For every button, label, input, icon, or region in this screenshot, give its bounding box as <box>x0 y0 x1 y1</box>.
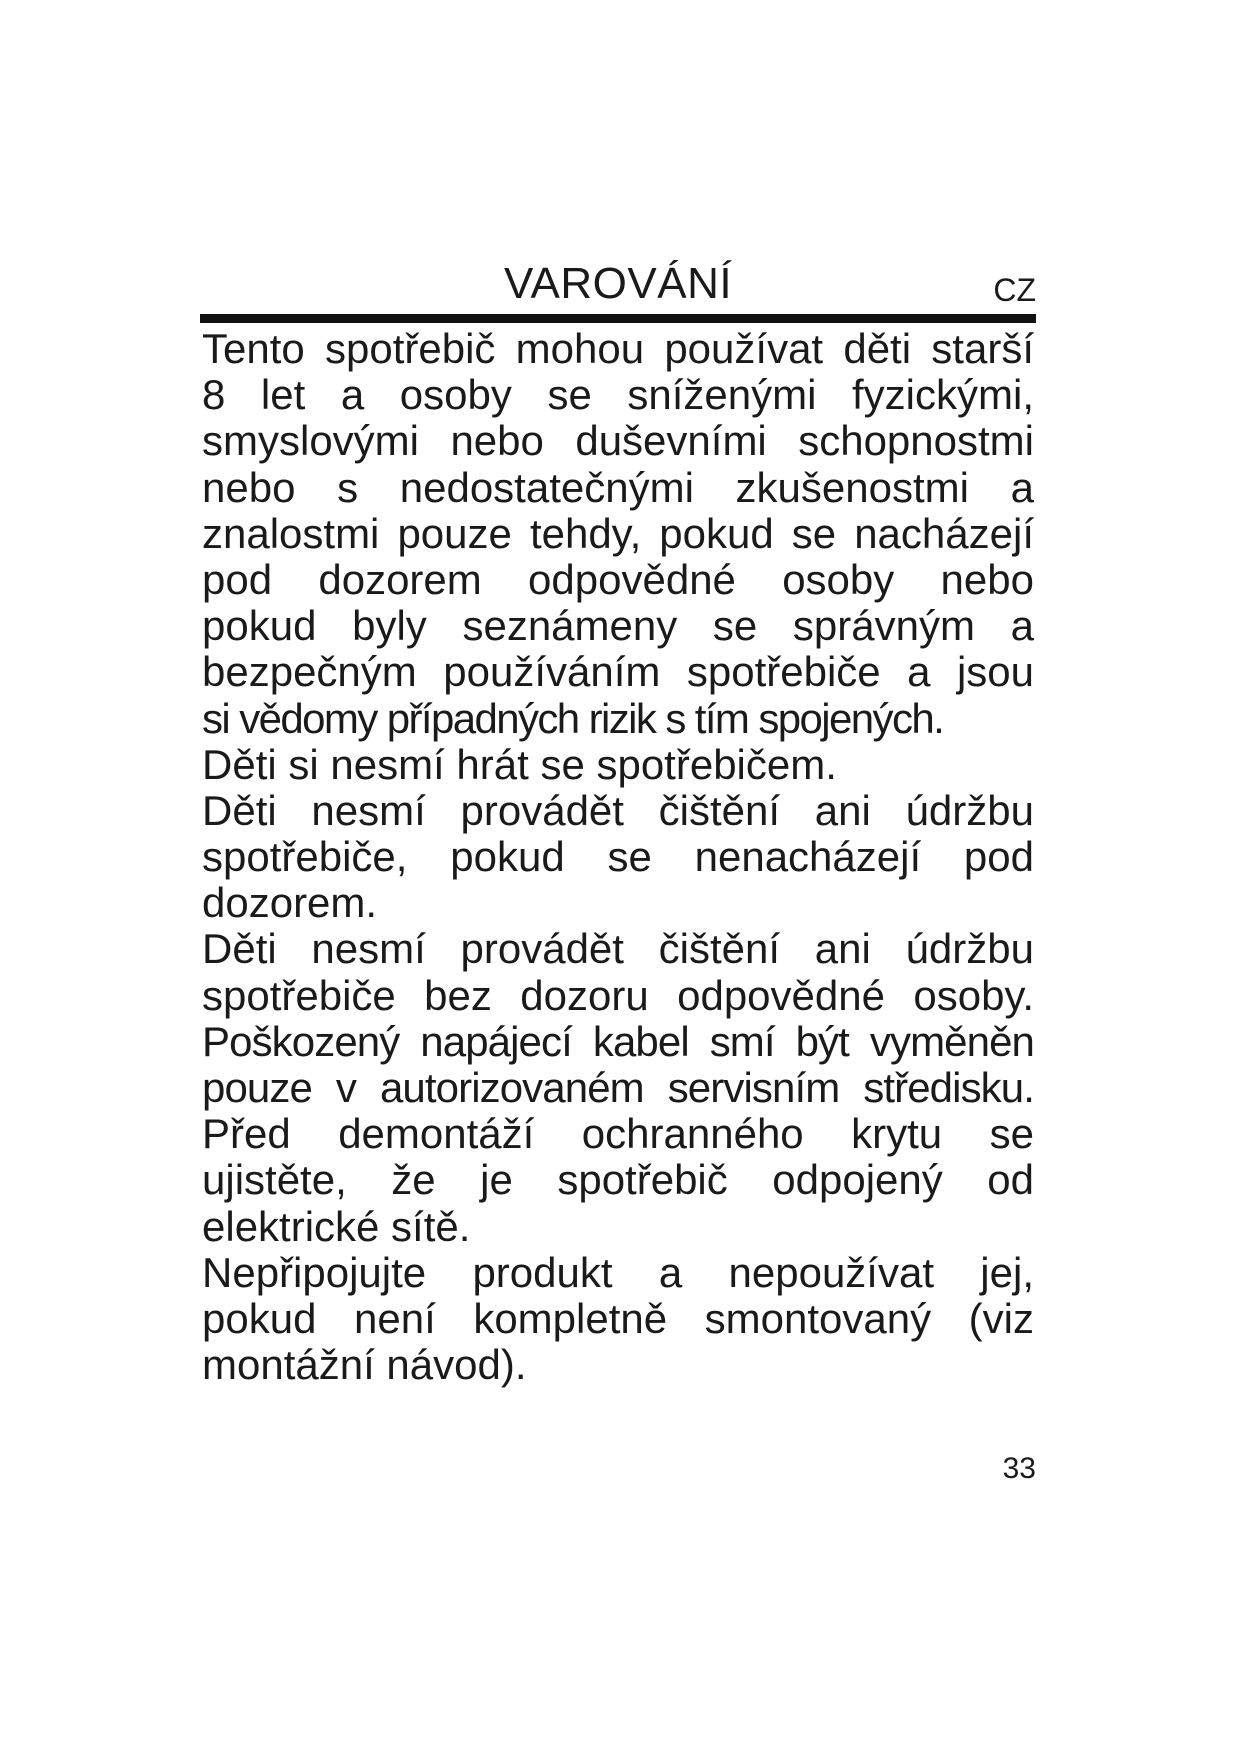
warning-line: dozorem. <box>202 879 378 927</box>
warning-line: Nepřipojujte produkt a nepoužívat jej, <box>202 1248 1034 1296</box>
warning-line: ujistěte, že je spotřebič odpojený od <box>202 1156 1034 1204</box>
language-code: CZ <box>993 272 1036 308</box>
warning-line: Poškozený napájecí kabel smí být vyměněn <box>202 1017 1034 1065</box>
warning-line: Děti si nesmí hrát se spotřebičem. <box>202 740 837 788</box>
warning-line: pod dozorem odpovědné osoby nebo <box>202 555 1034 603</box>
warning-line: smyslovými nebo duševními schopnostmi <box>202 417 1034 465</box>
warning-line: nebo s nedostatečnými zkušenostmi a <box>202 463 1034 511</box>
header-rule <box>200 314 1036 323</box>
section-title: VAROVÁNÍ <box>503 259 733 308</box>
warning-line: znalostmi pouze tehdy, pokud se nacházejí <box>202 509 1034 557</box>
warning-line: si vědomy případných rizik s tím spojených. <box>202 694 944 742</box>
warning-line: elektrické sítě. <box>202 1202 471 1250</box>
warning-line: pokud není kompletně smontovaný (viz <box>202 1294 1034 1342</box>
warning-line: spotřebiče bez dozoru odpovědné osoby. <box>202 971 1034 1019</box>
page-number: 33 <box>1002 1452 1036 1485</box>
warning-line: montážní návod). <box>202 1341 527 1389</box>
warning-line: pouze v autorizovaném servisním středisku. <box>202 1064 1034 1111</box>
warning-text <box>202 326 1052 1388</box>
warning-line: Před demontáží ochranného krytu se <box>202 1110 1034 1158</box>
warning-line: bezpečným používáním spotřebiče a jsou <box>202 648 1034 696</box>
warning-line: Tento spotřebič mohou používat děti starší <box>202 325 1034 372</box>
warning-line: Děti nesmí provádět čištění ani údržbu <box>202 786 1034 834</box>
warning-line: 8 let a osoby se sníženými fyzickými, <box>202 371 1034 419</box>
warning-line: pokud byly seznámeny se správným a <box>202 602 1034 650</box>
section-header <box>200 258 1036 314</box>
warning-line: Děti nesmí provádět čištění ani údržbu <box>202 925 1034 973</box>
warning-line: spotřebiče, pokud se nenacházejí pod <box>202 833 1034 881</box>
